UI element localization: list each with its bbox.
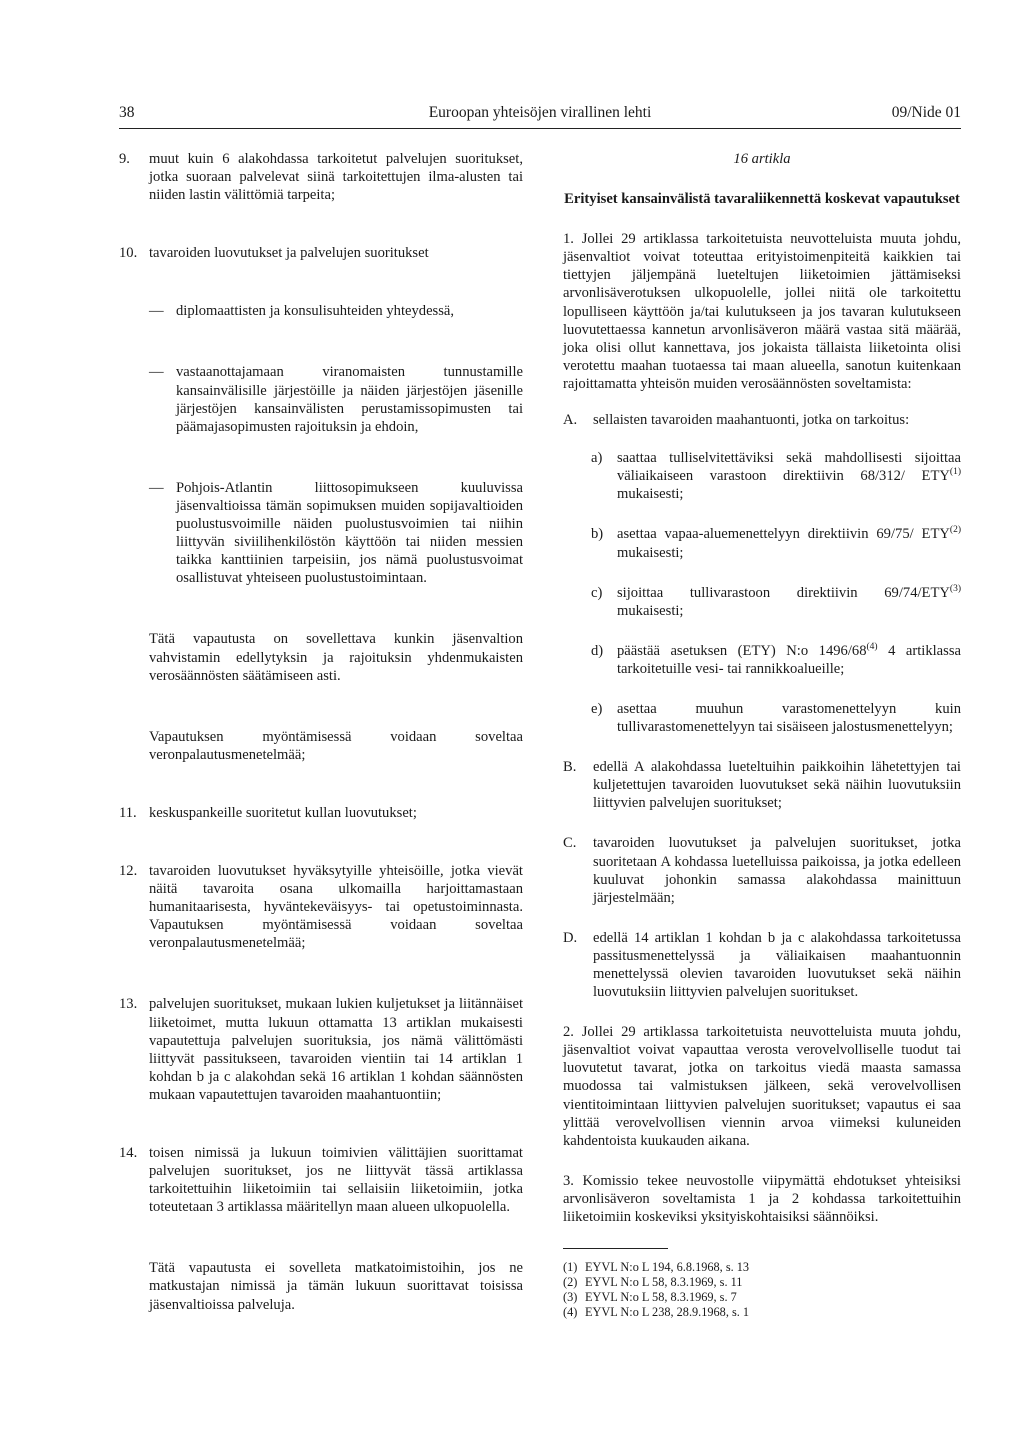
sub-item-e [563, 700, 961, 736]
dash-text: Pohjois-Atlantin liittosopimukseen kuuluvissa jäsenvaltioissa tämän sopimuksen muiden sopijavaltioiden puolustusvoimille näiden puolustusvoimien tai niihin liittyvän siviilihenkilöstön käyttöön tai niiden messien taikka kanttiinien tarpeisiin, jos nämä puolustusvoimat osallistuvat yhteiseen puolustustoimintaan. [176, 479, 523, 587]
dash-item [119, 363, 523, 435]
sub-text-tail: mukaisesti; [617, 544, 684, 561]
item-text: palvelujen suoritukset, mukaan lukien kuljetukset ja liitännäiset liiketoimet, mutta lukuun ottamatta 13 artiklan mukaisesti vapautettuja palvelujen suorituksia, jos nämä välittömästi liittyvät passitukseen, tavaroiden vientiin tai 14 artiklan 1 kohdan b ja c alakohdan sekä 16 artiklan 1 kohdan säännösten mukaan vapautettujen tavaroiden maahantuontiin; [149, 996, 523, 1103]
paragraph: 1. Jollei 29 artiklassa tarkoitetuista neuvotteluista muuta johdu, jäsenvaltiot voivat toteuttaa erityistoimenpiteitä kaikkien tai tiettyjen jäljempänä lueteltujen liiketoimien jättämiseksi arvonlisäverotuksen ulkopuolelle, jollei niitä ole tarkoitettu lopulliseen käyttöön ja/tai kulutukseen ja jos tavaran kulutukseen luovutettaessa kannetun arvonlisäveron määrä vastaa sitä määrää, joka olisi ollut kannettava, jos jokaista tällaista liiketointa olisi verotettu maahan tuotaessa tai maan alueella, sanotun kuitenkaan rajoittamatta yhteisön muiden verosäännösten soveltamista: [563, 231, 961, 392]
sub-text: saattaa tulliselvitettäviksi sekä mahdollisesti sijoittaa väliaikaiseen varastoon direktiivin 68/312/ ETY [617, 450, 961, 485]
item-text: tavaroiden luovutukset hyväksytyille yhteisöille, jotka vievät näitä tavaroita osana ulkomailla harjoittamastaan humanitaarisesta, hyväntekeväisyys- tai opetustoiminnasta. Vapautuksen myöntämisessä voidaan soveltaa veronpalautusmenetelmää; [149, 862, 523, 952]
list-item-9 [119, 150, 523, 204]
footnote-mark: (1) [563, 1260, 578, 1275]
footnote [563, 1305, 961, 1320]
paragraph: Tätä vapautusta ei sovelleta matkatoimistoihin, jos ne matkustajan nimissä ja tämän lukuun suorittavat toisissa jäsenvaltioissa palveluja. [149, 1260, 523, 1313]
left-column [119, 150, 523, 1314]
paragraph: 2. Jollei 29 artiklassa tarkoitetuista neuvotteluista muuta johdu, jäsenvaltiot voivat vapauttaa verosta verovelvolliselle tuodut tai luovutetut tavarat, jotka on tarkoitus viedä maasta samassa muodossa tai valmistuksen jälkeen, sekä verovelvollisen vientitoimintaan liittyvien palvelujen suoritukset; vapautus ei saa ylittää verovelvollisen viennin arvoa viimeksi kuluneiden kahdentoista kuukauden aikana. [563, 1024, 961, 1149]
item-number: A. [563, 412, 578, 429]
item-number: C. [563, 835, 577, 852]
item-text: edellä 14 artiklan 1 kohdan b ja c alakohdassa tarkoitetussa passitusmenettelyssä ja väliaikaisen maahantuonnin menettelyssä olevien tavaroiden luovutukset sekä näihin luovutuksiin liittyvien palvelujen suoritukset. [593, 929, 961, 1001]
list-item-b [563, 758, 961, 812]
sub-item-d [563, 642, 961, 678]
footnote-text: EYVL N:o L 58, 8.3.1969, s. 7 [585, 1290, 737, 1305]
item-number: 9. [119, 151, 130, 167]
footnote-ref: (2) [949, 525, 961, 536]
paragraph: Tätä vapautusta on sovellettava kunkin jäsenvaltion vahvistamin edellytyksin ja rajoituksin yhdenmukaisten verosäännösten säätämiseen asti. [149, 631, 523, 684]
sub-text-tail: 4 artiklassa tarkoitetuille vesi- tai rannikkoalueille; [617, 642, 961, 677]
footnote-text: EYVL N:o L 194, 6.8.1968, s. 13 [585, 1260, 750, 1275]
footnote-text: EYVL N:o L 58, 8.3.1969, s. 11 [585, 1275, 743, 1290]
item-text: edellä A alakohdassa lueteltuihin paikkoihin lähetettyjen tai kuljetettujen tavaroiden luovutukset sekä näihin luovutuksiin liittyvien palvelujen suoritukset; [593, 759, 961, 812]
item-number: 11. [119, 804, 137, 821]
dash-item [119, 479, 523, 588]
item-text: tavaroiden luovutukset ja palvelujen suoritukset [149, 245, 429, 262]
dash-marker: — [149, 303, 164, 320]
sub-label: c) [591, 584, 603, 601]
dash-marker: — [149, 364, 164, 381]
item-text: tavaroiden luovutukset ja palvelujen suoritukset, jotka suoritetaan A kohdassa luetelluissa paikoissa, ja jotka edelleen kuuluvat johonkin samassa alakohdassa mainittuun järjestelmään; [593, 835, 961, 906]
list-item-12 [119, 862, 523, 952]
item-number: B. [563, 759, 577, 776]
dash-item [119, 302, 523, 320]
item-number: 10. [119, 245, 138, 262]
sub-label: d) [591, 642, 604, 659]
item-text: muut kuin 6 alakohdassa tarkoitetut palvelujen suoritukset, jotka suoraan palvelevat siinä tarkoitettujen ilma-alusten tai niiden lastin välittömiä tarpeita; [149, 151, 523, 204]
item-number: 12. [119, 862, 138, 879]
footnotes [563, 1260, 961, 1320]
page-header [119, 104, 961, 126]
sub-text: asettaa muuhun varastomenettelyyn kuin tullivarastomenettelyyn tai sisäiseen jalostusmenettelyyn; [617, 700, 961, 736]
journal-title: Euroopan yhteisöjen virallinen lehti [428, 104, 652, 121]
footnote-mark: (4) [563, 1305, 578, 1320]
list-item-c [563, 834, 961, 906]
footnote [563, 1260, 961, 1275]
volume-label: 09/Nide 01 [891, 104, 961, 121]
paragraph: Vapautuksen myöntämisessä voidaan soveltaa veronpalautusmenetelmää; [149, 728, 523, 763]
footnote [563, 1275, 961, 1290]
sub-text-tail: mukaisesti; [617, 486, 684, 503]
article-title: 16 artikla [733, 151, 791, 167]
list-item-11 [119, 804, 523, 822]
item-number: D. [563, 929, 578, 946]
footnote-ref: (1) [949, 467, 961, 478]
footnote-mark: (2) [563, 1275, 578, 1290]
sub-item-b [563, 525, 961, 561]
item-number: 13. [119, 996, 138, 1013]
right-column [563, 150, 961, 1320]
dash-marker: — [149, 479, 164, 496]
list-item-10 [119, 244, 523, 262]
footnote [563, 1290, 961, 1305]
list-item-13 [119, 995, 523, 1104]
dash-text: diplomaattisten ja konsulisuhteiden yhteydessä, [176, 303, 455, 320]
footnote-ref: (3) [949, 583, 961, 594]
list-item-d [563, 929, 961, 1001]
item-text: keskuspankeille suoritetut kullan luovutukset; [149, 804, 417, 821]
sub-label: e) [591, 700, 603, 717]
footnote-mark: (3) [563, 1290, 578, 1305]
article-heading: Erityiset kansainvälistä tavaraliikennettä koskevat vapautukset [564, 191, 960, 208]
sub-text: sijoittaa tullivarastoon direktiivin 69/74/ETY [617, 584, 950, 601]
sub-label: b) [591, 526, 604, 543]
header-rule [119, 128, 961, 129]
footnote-text: EYVL N:o L 238, 28.9.1968, s. 1 [585, 1305, 750, 1320]
list-item-a [563, 411, 961, 429]
sub-text-tail: mukaisesti; [617, 602, 684, 619]
list-item-14 [119, 1144, 523, 1216]
item-text: sellaisten tavaroiden maahantuonti, jotka on tarkoitus: [593, 412, 910, 429]
sub-label: a) [591, 450, 603, 467]
sub-text: asettaa vapaa-aluemenettelyyn direktiivin 69/75/ ETY [617, 526, 950, 543]
paragraph: 3. Komissio tekee neuvostolle viipymättä ehdotukset yhteisiksi arvonlisäveron soveltamista 1 ja 2 kohdassa tarkoitettuihin liiketoimiin koskeviksi yksityiskohtaisiksi säännöiksi. [563, 1172, 961, 1226]
dash-text: vastaanottajamaan viranomaisten tunnustamille kansainvälisille järjestöille ja näiden järjestöjen jäsenille järjestöjen kansainvälisten perustamissopimusten tai päämajasopimusten rajoituksin ja ehdoin, [176, 364, 523, 435]
item-text: toisen nimissä ja lukuun toimivien välittäjien suorittamat palvelujen suoritukset, jos ne liittyvät tässä artiklassa tarkoitettuihin liiketoimiin tai sellaisiin liiketoimiin, jotka toteutetaan 3 artiklassa määritellyn maan alueen ulkopuolella. [149, 1145, 523, 1216]
sub-item-a [563, 449, 961, 503]
sub-text: päästää asetuksen (ETY) N:o 1496/68 [617, 642, 867, 659]
sub-item-c [563, 584, 961, 620]
item-number: 14. [119, 1145, 138, 1161]
footnote-ref: (4) [866, 641, 878, 652]
page-number: 38 [119, 104, 135, 121]
